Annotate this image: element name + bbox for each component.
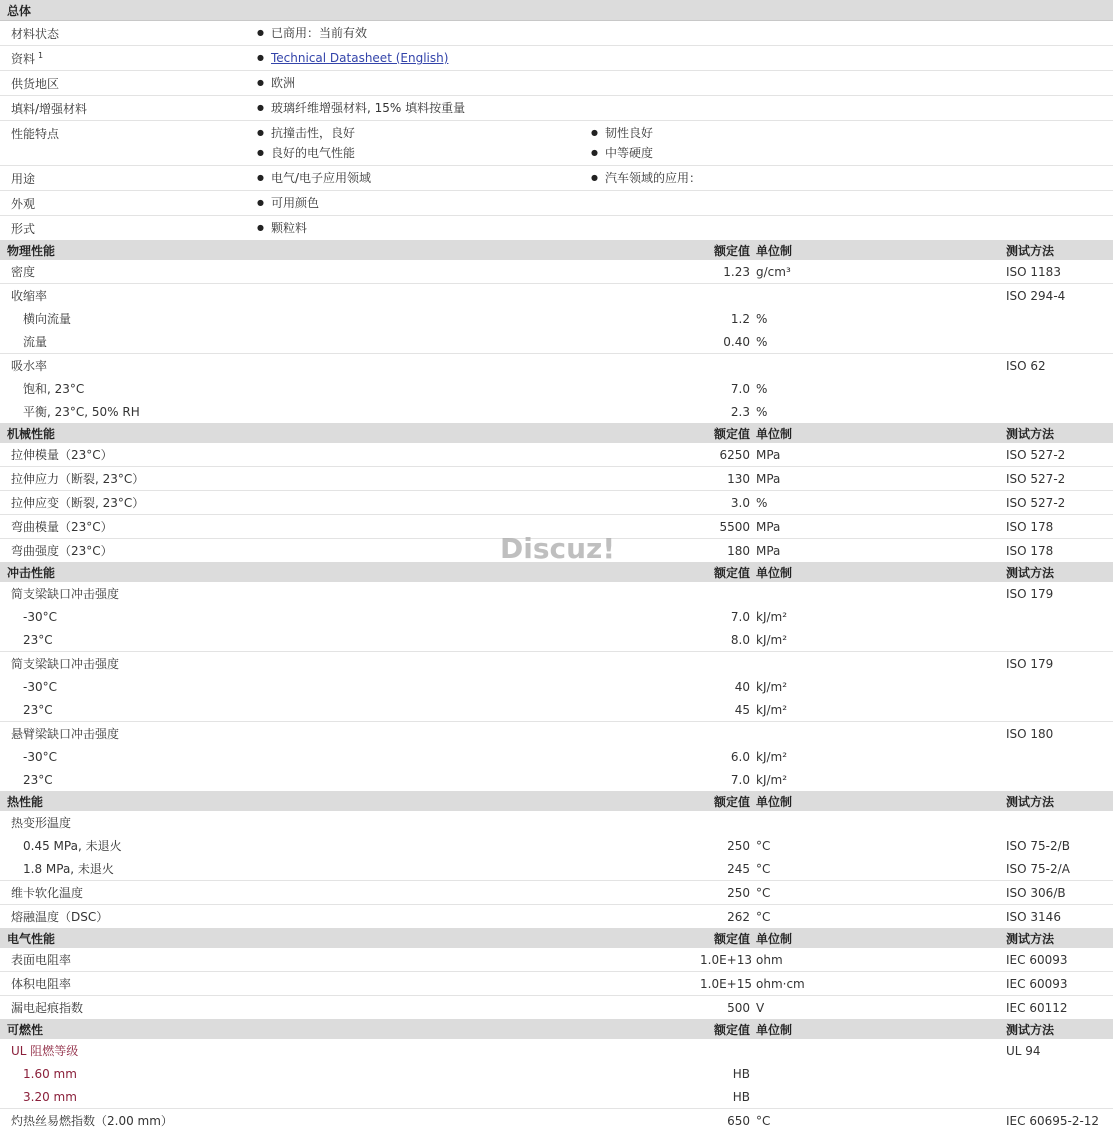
property-name: 23°C (23, 632, 53, 647)
property-name: -30°C (23, 749, 57, 764)
test-method: ISO 179 (1006, 656, 1054, 671)
property-row (0, 1085, 1113, 1108)
property-unit: ohm·cm (756, 976, 805, 991)
property-name: 热变形温度 (11, 816, 72, 830)
label-text: 形式 (11, 222, 36, 236)
property-value: 7.0 (730, 609, 750, 624)
property-unit: °C (756, 861, 771, 876)
property-unit: °C (756, 838, 771, 853)
test-method: ISO 179 (1006, 586, 1054, 601)
bullet-item: ● 抗撞击性，良好 (257, 123, 591, 143)
general-row-values (257, 21, 1113, 45)
property-unit: MPa (756, 471, 781, 486)
general-row-label (0, 21, 257, 42)
column-header-method: 测试方法 (1006, 426, 1055, 441)
property-unit: °C (756, 885, 771, 900)
section-title: 电气性能 (7, 931, 56, 946)
general-row (0, 216, 1113, 240)
test-method: ISO 180 (1006, 726, 1054, 741)
general-row (0, 71, 1113, 96)
property-name: 拉伸应力（断裂, 23°C） (11, 472, 145, 486)
property-row (0, 995, 1113, 1019)
column-header-method: 测试方法 (1006, 931, 1055, 946)
property-name: 简支梁缺口冲击强度 (11, 657, 120, 671)
property-row (0, 400, 1113, 423)
property-value: 1.0E+13 (700, 952, 752, 967)
property-value: 1.2 (730, 311, 750, 326)
label-text: 用途 (11, 172, 36, 186)
property-row (0, 834, 1113, 857)
bullet-item: ● 欧洲 (257, 73, 591, 93)
property-name: UL 阻燃等级 (11, 1044, 79, 1058)
property-row (0, 880, 1113, 904)
property-name: 3.20 mm (23, 1089, 77, 1104)
property-value: 40 (734, 679, 750, 694)
section-header (0, 240, 1113, 260)
property-row (0, 353, 1113, 377)
column-header-unit: 单位制 (756, 794, 793, 809)
test-method: ISO 3146 (1006, 909, 1061, 924)
property-unit: g/cm³ (756, 264, 791, 279)
property-value: 45 (734, 702, 750, 717)
general-row-values (257, 46, 1113, 70)
property-row (0, 768, 1113, 791)
column-header-unit: 单位制 (756, 1022, 793, 1037)
general-row-label (0, 46, 257, 67)
general-row-values (257, 191, 1113, 215)
property-unit: % (756, 381, 768, 396)
property-unit: MPa (756, 447, 781, 462)
property-row (0, 605, 1113, 628)
property-name: 熔融温度（DSC） (11, 910, 109, 924)
general-row-label (0, 96, 257, 117)
label-text: 供货地区 (11, 77, 60, 91)
column-header-value: 额定值 (713, 426, 750, 441)
property-value: HB (732, 1089, 750, 1104)
test-method: IEC 60695-2-12 (1006, 1113, 1100, 1128)
general-row (0, 46, 1113, 71)
property-name: 1.8 MPa, 未退火 (23, 862, 114, 876)
bullet-item: ● 中等硬度 (591, 143, 925, 163)
property-row (0, 698, 1113, 721)
technical-datasheet-link[interactable]: Technical Datasheet (English) (271, 51, 449, 65)
watermark: Discuz! (500, 532, 616, 565)
general-properties (0, 21, 1113, 240)
property-row (0, 1108, 1113, 1132)
property-value: 1.0E+15 (700, 976, 752, 991)
property-unit: °C (756, 909, 771, 924)
general-row-values (257, 216, 1113, 240)
property-row (0, 377, 1113, 400)
column-header-unit: 单位制 (756, 931, 793, 946)
property-name: 维卡软化温度 (11, 886, 84, 900)
property-value: 6.0 (730, 749, 750, 764)
property-row (0, 1039, 1113, 1062)
column-header-value: 额定值 (713, 243, 750, 258)
property-unit: % (756, 495, 768, 510)
property-name: 密度 (11, 265, 36, 279)
property-name: -30°C (23, 679, 57, 694)
test-method: ISO 178 (1006, 519, 1054, 534)
test-method: UL 94 (1006, 1043, 1041, 1058)
test-method: IEC 60093 (1006, 976, 1068, 991)
property-name: -30°C (23, 609, 57, 624)
property-row (0, 675, 1113, 698)
bullet-item: ● 可用颜色 (257, 193, 591, 213)
property-value: 2.3 (730, 404, 750, 419)
property-unit: kJ/m² (756, 772, 788, 787)
property-name: 拉伸模量（23°C） (11, 448, 113, 462)
property-name: 表面电阻率 (11, 953, 72, 967)
test-method: ISO 527-2 (1006, 471, 1066, 486)
property-row (0, 582, 1113, 605)
property-value: 3.0 (730, 495, 750, 510)
bullet-item: ● 玻璃纤维增强材料, 15% 填料按重量 (257, 98, 591, 118)
property-row (0, 1062, 1113, 1085)
general-row (0, 21, 1113, 46)
property-name: 简支梁缺口冲击强度 (11, 587, 120, 601)
property-unit: kJ/m² (756, 609, 788, 624)
general-row-label (0, 121, 257, 142)
label-text: 填料/增强材料 (11, 102, 88, 116)
section-header-general (0, 0, 1113, 21)
general-row-label (0, 71, 257, 92)
property-name: 体积电阻率 (11, 977, 72, 991)
test-method: ISO 75-2/A (1006, 861, 1070, 876)
property-unit: kJ/m² (756, 749, 788, 764)
property-row (0, 904, 1113, 928)
section-title: 热性能 (7, 794, 44, 809)
property-name: 灼热丝易燃指数（2.00 mm） (11, 1114, 173, 1128)
test-method: ISO 1183 (1006, 264, 1061, 279)
property-name: 拉伸应变（断裂, 23°C） (11, 496, 145, 510)
column-header-value: 额定值 (713, 1022, 750, 1037)
property-row (0, 857, 1113, 880)
column-header-method: 测试方法 (1006, 243, 1055, 258)
property-name: 23°C (23, 702, 53, 717)
column-header-value: 额定值 (713, 794, 750, 809)
property-value: 500 (727, 1000, 750, 1015)
section-title: 可燃性 (7, 1022, 44, 1037)
property-row (0, 971, 1113, 995)
property-name: 吸水率 (11, 359, 48, 373)
general-row-values (257, 96, 1113, 120)
general-row-values (257, 71, 1113, 95)
section-title: 机械性能 (7, 426, 56, 441)
column-header-unit: 单位制 (756, 565, 793, 580)
property-name: 漏电起痕指数 (11, 1001, 84, 1015)
property-row (0, 811, 1113, 834)
general-row-label (0, 216, 257, 237)
bullet-item: ● 良好的电气性能 (257, 143, 591, 163)
property-name: 悬臂梁缺口冲击强度 (11, 727, 120, 741)
property-row (0, 651, 1113, 675)
property-value: 5500 (719, 519, 750, 534)
bullet-item: ● 电气/电子应用领域 (257, 168, 591, 188)
property-unit: kJ/m² (756, 632, 788, 647)
label-text: 性能特点 (11, 127, 60, 141)
property-name: 弯曲模量（23°C） (11, 520, 113, 534)
property-unit: kJ/m² (756, 702, 788, 717)
property-value: 250 (727, 838, 750, 853)
property-unit: ohm (756, 952, 783, 967)
column-header-method: 测试方法 (1006, 565, 1055, 580)
property-row (0, 466, 1113, 490)
bullet-item: ● 已商用：当前有效 (257, 23, 591, 43)
column-header-method: 测试方法 (1006, 794, 1055, 809)
property-row (0, 283, 1113, 307)
column-header-unit: 单位制 (756, 243, 793, 258)
property-value: 7.0 (730, 772, 750, 787)
label-text: 资料 (11, 52, 36, 66)
property-unit: V (756, 1000, 765, 1015)
bullet-item: ● 颗粒料 (257, 218, 591, 238)
property-name: 收缩率 (11, 289, 48, 303)
bullet-item: ● 韧性良好 (591, 123, 925, 143)
property-value: 0.40 (723, 334, 750, 349)
test-method: ISO 62 (1006, 358, 1046, 373)
general-row (0, 191, 1113, 216)
test-method: ISO 527-2 (1006, 495, 1066, 510)
test-method: ISO 527-2 (1006, 447, 1066, 462)
property-unit: kJ/m² (756, 679, 788, 694)
test-method: ISO 294-4 (1006, 288, 1066, 303)
section-title: 冲击性能 (7, 565, 56, 580)
property-unit: MPa (756, 543, 781, 558)
general-row (0, 121, 1113, 166)
test-method: ISO 306/B (1006, 885, 1066, 900)
property-row (0, 948, 1113, 971)
property-row (0, 260, 1113, 283)
property-unit: % (756, 404, 768, 419)
property-value: 650 (727, 1113, 750, 1128)
property-unit: MPa (756, 519, 781, 534)
property-value: 7.0 (730, 381, 750, 396)
general-row-values (257, 166, 1113, 190)
general-row (0, 96, 1113, 121)
property-value: HB (732, 1066, 750, 1081)
property-name: 0.45 MPa, 未退火 (23, 839, 122, 853)
bullet-item (257, 48, 591, 68)
section-title: 物理性能 (7, 243, 56, 258)
label-text: 材料状态 (11, 27, 60, 41)
property-value: 8.0 (730, 632, 750, 647)
property-value: 180 (727, 543, 750, 558)
bullet-item: ● 汽车领域的应用： (591, 168, 925, 188)
section-header (0, 423, 1113, 443)
column-header-unit: 单位制 (756, 426, 793, 441)
property-row (0, 721, 1113, 745)
property-row (0, 628, 1113, 651)
property-name: 1.60 mm (23, 1066, 77, 1081)
property-unit: °C (756, 1113, 771, 1128)
property-row (0, 307, 1113, 330)
column-header-value: 额定值 (713, 565, 750, 580)
property-name: 23°C (23, 772, 53, 787)
test-method: IEC 60112 (1006, 1000, 1068, 1015)
section-header (0, 928, 1113, 948)
property-unit: % (756, 334, 768, 349)
property-name: 饱和, 23°C (23, 382, 85, 396)
general-row (0, 166, 1113, 191)
label-text: 外观 (11, 197, 36, 211)
property-name: 流量 (23, 335, 48, 349)
general-row-label (0, 166, 257, 187)
section-header (0, 562, 1113, 582)
section-title: 总体 (7, 3, 32, 18)
property-value: 245 (727, 861, 750, 876)
property-value: 262 (727, 909, 750, 924)
property-name: 平衡, 23°C, 50% RH (23, 405, 140, 419)
property-row (0, 745, 1113, 768)
test-method: IEC 60093 (1006, 952, 1068, 967)
column-header-method: 测试方法 (1006, 1022, 1055, 1037)
general-row-label (0, 191, 257, 212)
property-value: 1.23 (723, 264, 750, 279)
property-value: 130 (727, 471, 750, 486)
general-row-values (257, 121, 1113, 165)
property-value: 250 (727, 885, 750, 900)
footnote-marker: 1 (38, 51, 44, 60)
property-unit: % (756, 311, 768, 326)
property-value: 6250 (719, 447, 750, 462)
property-row (0, 330, 1113, 353)
section-header (0, 1019, 1113, 1039)
section-header (0, 791, 1113, 811)
test-method: ISO 178 (1006, 543, 1054, 558)
column-header-value: 额定值 (713, 931, 750, 946)
property-row (0, 490, 1113, 514)
property-sections (0, 240, 1113, 1132)
test-method: ISO 75-2/B (1006, 838, 1070, 853)
property-row (0, 443, 1113, 466)
property-name: 弯曲强度（23°C） (11, 544, 113, 558)
property-name: 横向流量 (23, 312, 72, 326)
